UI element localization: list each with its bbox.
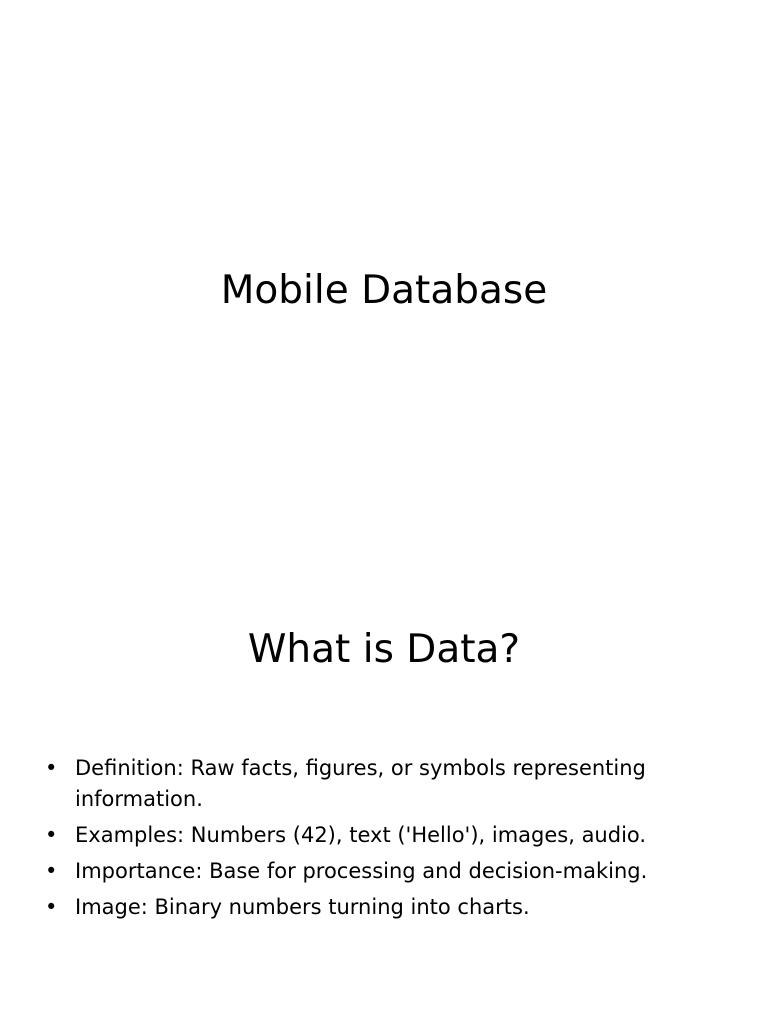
bullet-item-examples: [0, 820, 700, 851]
slide-title: Mobile Database: [220, 268, 548, 313]
content-slide: [0, 576, 768, 1024]
bullet-list: [0, 753, 700, 928]
slide-heading: What is Data?: [247, 627, 521, 672]
bullet-icon: •: [45, 859, 58, 883]
bullet-item-image: [0, 892, 700, 923]
bullet-text: Definition: Raw facts, figures, or symbols representing information.: [75, 756, 646, 811]
bullet-item-importance: [0, 856, 700, 887]
bullet-icon: •: [45, 823, 58, 847]
bullet-text: Examples: Numbers (42), text ('Hello'), images, audio.: [75, 823, 647, 847]
bullet-text: Importance: Base for processing and decision-making.: [75, 859, 648, 883]
bullet-icon: •: [45, 895, 58, 919]
bullet-icon: •: [45, 756, 58, 780]
bullet-item-definition: [0, 753, 700, 815]
bullet-text: Image: Binary numbers turning into charts.: [75, 895, 530, 919]
